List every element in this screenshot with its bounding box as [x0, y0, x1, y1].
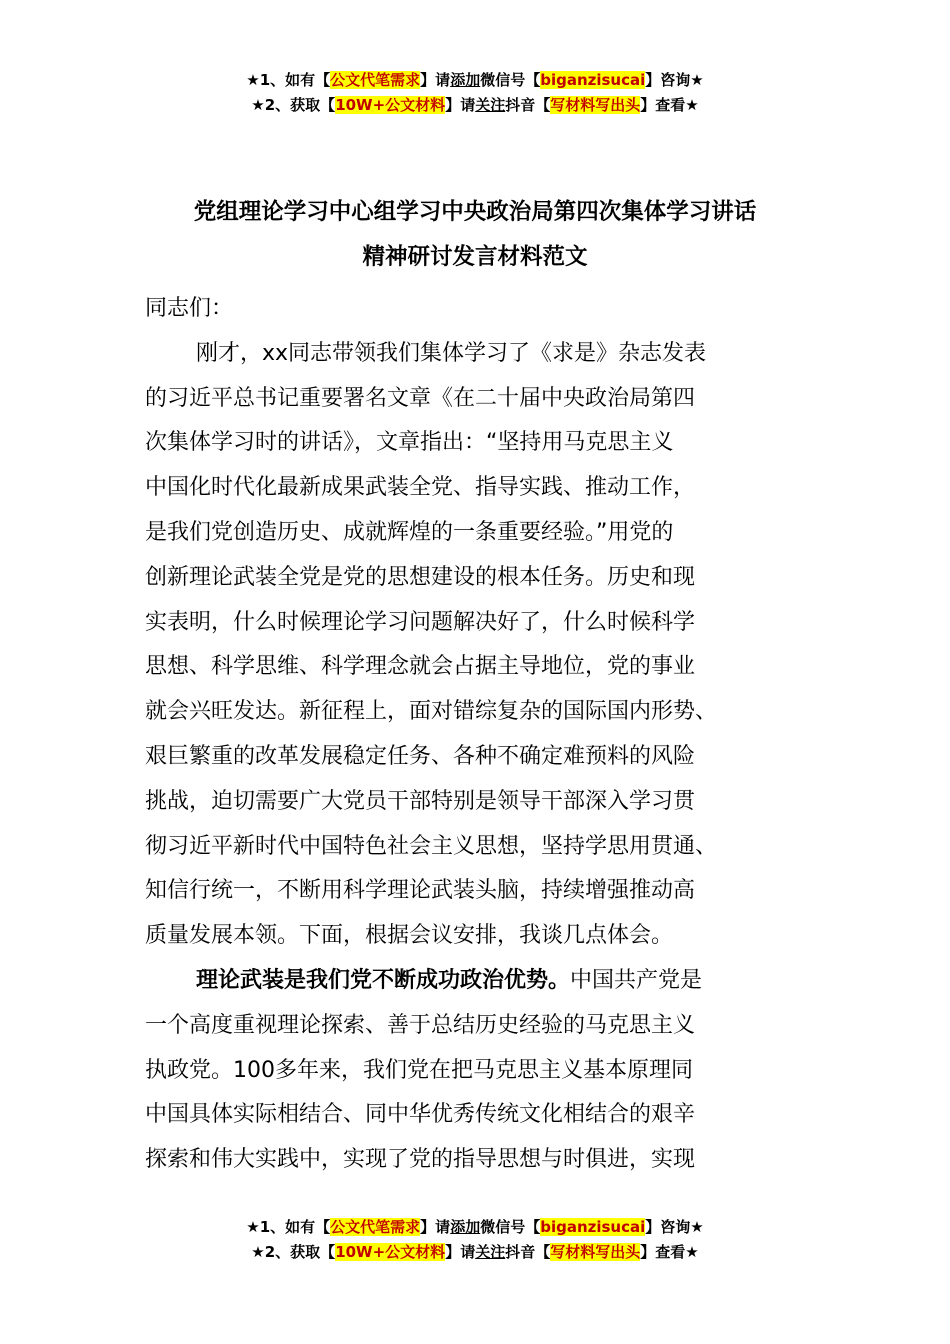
highlight-douyin: 写材料写出头 [550, 96, 641, 114]
paragraph-line: 创新理论武装全党是党的思想建设的根本任务。历史和现 [145, 564, 696, 590]
paragraph-line: 实表明，什么时候理论学习问题解决好了，什么时候科学 [145, 609, 696, 635]
paragraph-line: 的习近平总书记重要署名文章《在二十届中央政治局第四 [145, 385, 696, 411]
paragraph-line: 刚才，xx同志带领我们集体学习了《求是》杂志发表 [196, 340, 707, 366]
highlight-douyin: 写材料写出头 [550, 1243, 641, 1261]
paragraph-line: 就会兴旺发达。新征程上，面对错综复杂的国际国内形势、 [145, 699, 718, 725]
paragraph-line [145, 959, 805, 1004]
footer-notice [0, 1215, 950, 1265]
notice-text: ★1、如有【 [246, 71, 331, 89]
highlight-service: 公文代笔需求 [330, 71, 421, 89]
notice-text: 】请 [445, 96, 476, 114]
paragraph-line: 执政党。100多年来，我们党在把马克思主义基本原理同 [145, 1057, 693, 1083]
paragraph-line: 一个高度重视理论探索、善于总结历史经验的马克思主义 [145, 1012, 696, 1038]
notice-text: ★1、如有【 [246, 1218, 331, 1236]
document-title [0, 190, 950, 280]
notice-text: 】请 [420, 71, 451, 89]
highlight-materials: 10W+公文材料 [335, 96, 446, 114]
paragraph-line: 彻习近平新时代中国特色社会主义思想，坚持学思用贯通、 [145, 833, 718, 859]
notice-underlined: 关注 [475, 1243, 506, 1261]
notice-line-2 [0, 1240, 950, 1265]
section-heading: 理论武装是我们党不断成功政治优势。 [196, 967, 571, 993]
paragraph-line: 挑战，迫切需要广大党员干部特别是领导干部深入学习贯 [145, 788, 696, 814]
document-body [145, 287, 805, 1183]
notice-text: 】咨询★ [645, 71, 704, 89]
paragraph-line: 思想、科学思维、科学理念就会占据主导地位，党的事业 [145, 654, 696, 680]
highlight-service: 公文代笔需求 [330, 1218, 421, 1236]
notice-text: 】查看★ [640, 96, 699, 114]
notice-text: 】请 [445, 1243, 476, 1261]
notice-text: 抖音【 [505, 1243, 551, 1261]
header-notice [0, 68, 950, 118]
notice-line-1 [0, 68, 950, 93]
notice-line-1 [0, 1215, 950, 1240]
notice-underlined: 添加 [450, 1218, 481, 1236]
notice-text: ★2、获取【 [251, 96, 336, 114]
paragraph-line: 知信行统一，不断用科学理论武装头脑，持续增强推动高 [145, 878, 696, 904]
notice-text: 】咨询★ [645, 1218, 704, 1236]
paragraph-line: 中国化时代化最新成果武装全党、指导实践、推动工作， [145, 475, 696, 501]
paragraph-text: 中国共产党是 [570, 967, 703, 993]
notice-text: 】查看★ [640, 1243, 699, 1261]
title-line-2: 精神研讨发言材料范文 [362, 244, 588, 270]
notice-underlined: 关注 [475, 96, 506, 114]
paragraph-line: 探索和伟大实践中，实现了党的指导思想与时俱进，实现 [145, 1147, 696, 1173]
notice-text: ★2、获取【 [251, 1243, 336, 1261]
paragraph-line: 中国具体实际相结合、同中华优秀传统文化相结合的艰辛 [145, 1102, 696, 1128]
notice-text: 】请 [420, 1218, 451, 1236]
highlight-materials: 10W+公文材料 [335, 1243, 446, 1261]
paragraph-line: 质量发展本领。下面，根据会议安排，我谈几点体会。 [145, 923, 674, 949]
title-line-1: 党组理论学习中心组学习中央政治局第四次集体学习讲话 [193, 199, 757, 225]
paragraph-line: 次集体学习时的讲话》，文章指出：“坚持用马克思主义 [145, 430, 674, 456]
paragraph-line: 是我们党创造历史、成就辉煌的一条重要经验。”用党的 [145, 519, 674, 545]
notice-line-2 [0, 93, 950, 118]
notice-text: 抖音【 [505, 96, 551, 114]
notice-text: 微信号【 [480, 71, 541, 89]
notice-text: 微信号【 [480, 1218, 541, 1236]
paragraph-line: 艰巨繁重的改革发展稳定任务、各种不确定难预料的风险 [145, 743, 696, 769]
salutation: 同志们： [145, 296, 234, 321]
notice-underlined: 添加 [450, 71, 481, 89]
highlight-wechat-id: biganzisucai [540, 71, 646, 89]
highlight-wechat-id: biganzisucai [540, 1218, 646, 1236]
